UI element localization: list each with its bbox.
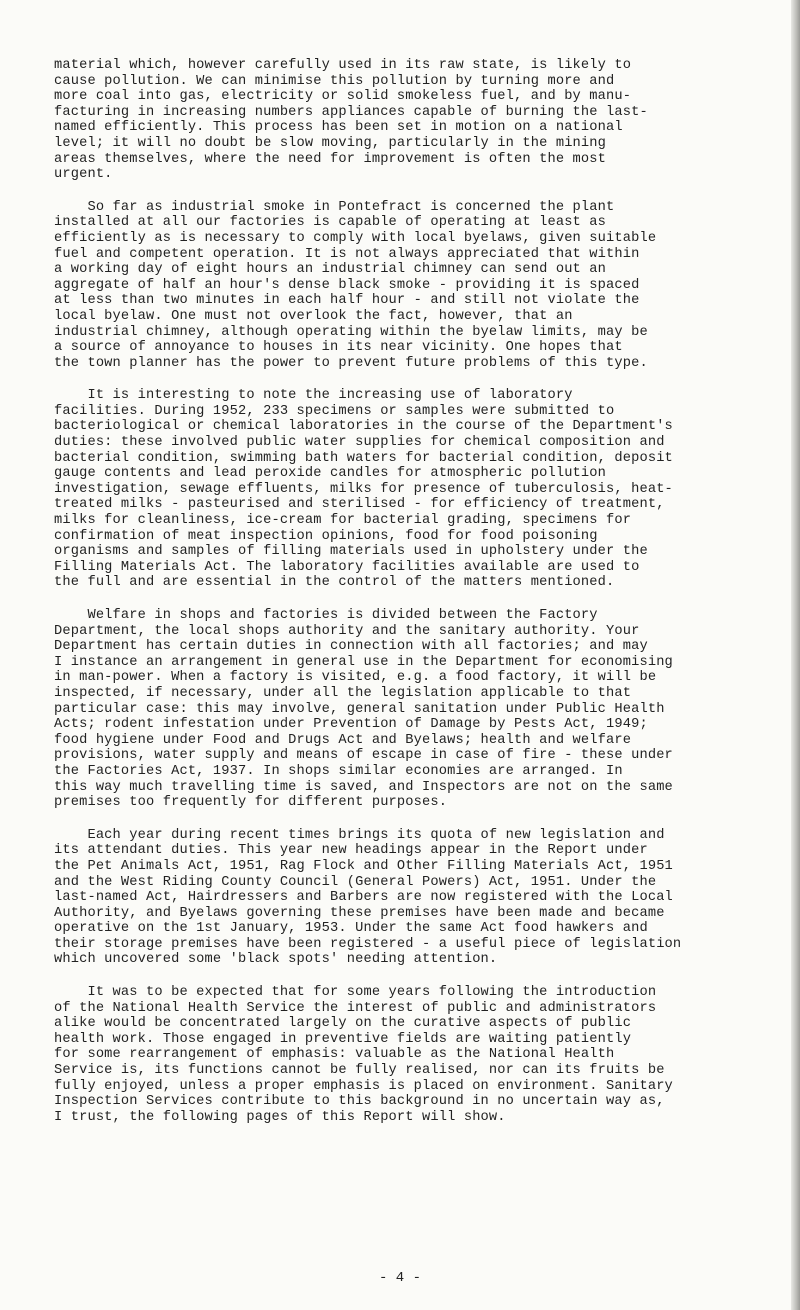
text-line: industrial chimney, although operating within the byelaw limits, may be bbox=[54, 324, 648, 340]
text-line: treated milks - pasteurised and sterilised - for efficiency of treatment, bbox=[54, 497, 665, 513]
text-line: fuel and competent operation. It is not always appreciated that within bbox=[54, 246, 640, 262]
paragraph bbox=[54, 58, 790, 183]
text-line: Authority, and Byelaws governing these premises have been made and became bbox=[54, 905, 665, 921]
text-line: for some rearrangement of emphasis: valuable as the National Health bbox=[54, 1047, 615, 1063]
paragraph bbox=[54, 985, 790, 1125]
text-line: aggregate of half an hour's dense black smoke - providing it is spaced bbox=[54, 277, 640, 293]
paragraph bbox=[54, 828, 790, 968]
text-line: It is interesting to note the increasing use of laboratory bbox=[54, 388, 573, 404]
text-line: a working day of eight hours an industrial chimney can send out an bbox=[54, 262, 607, 278]
text-line: So far as industrial smoke in Pontefract is concerned the plant bbox=[54, 199, 615, 215]
text-line: confirmation of meat inspection opinions, food for food poisoning bbox=[54, 528, 598, 544]
text-line: It was to be expected that for some years following the introduction bbox=[54, 985, 657, 1001]
text-line: more coal into gas, electricity or solid smokeless fuel, and by manu- bbox=[54, 89, 632, 105]
text-line: bacteriological or chemical laboratories in the course of the Department's bbox=[54, 419, 673, 435]
text-line: Acts; rodent infestation under Prevention of Damage by Pests Act, 1949; bbox=[54, 717, 648, 733]
text-line: Inspection Services contribute to this background in no uncertain way as, bbox=[54, 1094, 665, 1110]
text-line: their storage premises have been registered - a useful piece of legislation bbox=[54, 936, 682, 952]
text-line: the town planner has the power to prevent future problems of this type. bbox=[54, 355, 648, 371]
text-line: inspected, if necessary, under all the legislation applicable to that bbox=[54, 685, 632, 701]
text-line: the Pet Animals Act, 1951, Rag Flock and Other Filling Materials Act, 1951 bbox=[54, 858, 673, 874]
text-line: particular case: this may involve, general sanitation under Public Health bbox=[54, 701, 665, 717]
text-line: which uncovered some 'black spots' needing attention. bbox=[54, 952, 498, 968]
text-line: investigation, sewage effluents, milks for presence of tuberculosis, heat- bbox=[54, 481, 673, 497]
text-line: areas themselves, where the need for improvement is often the most bbox=[54, 151, 607, 167]
text-line: urgent. bbox=[54, 167, 113, 183]
text-line: and the West Riding County Council (General Powers) Act, 1951. Under the bbox=[54, 874, 657, 890]
text-line: at less than two minutes in each half hour - and still not violate the bbox=[54, 293, 640, 309]
paragraph bbox=[54, 200, 790, 372]
text-line: a source of annoyance to houses in its near vicinity. One hopes that bbox=[54, 340, 623, 356]
text-line: facturing in increasing numbers appliances capable of burning the last- bbox=[54, 104, 648, 120]
text-line: Service is, its functions cannot be fully realised, nor can its fruits be bbox=[54, 1063, 665, 1079]
text-line: material which, however carefully used in its raw state, is likely to bbox=[54, 58, 632, 73]
text-line: food hygiene under Food and Drugs Act and Byelaws; health and welfare bbox=[54, 732, 632, 748]
text-line: provisions, water supply and means of escape in case of fire - these under bbox=[54, 748, 673, 764]
text-line: of the National Health Service the interest of public and administrators bbox=[54, 1000, 657, 1016]
text-line: local byelaw. One must not overlook the fact, however, that an bbox=[54, 308, 573, 324]
paragraph bbox=[54, 608, 790, 811]
paragraph bbox=[54, 388, 790, 591]
text-line: Department has certain duties in connection with all factories; and may bbox=[54, 639, 648, 655]
text-line: efficiently as is necessary to comply with local byelaws, given suitable bbox=[54, 230, 657, 246]
text-line: named efficiently. This process has been set in motion on a national bbox=[54, 120, 623, 136]
report-body bbox=[54, 58, 790, 1142]
text-line: bacterial condition, swimming bath waters for bacterial condition, deposit bbox=[54, 450, 673, 466]
text-line: milks for cleanliness, ice-cream for bacterial grading, specimens for bbox=[54, 513, 632, 529]
text-line: in man-power. When a factory is visited, e.g. a food factory, it will be bbox=[54, 670, 657, 686]
text-line: installed at all our factories is capable of operating at least as bbox=[54, 215, 607, 231]
text-line: its attendant duties. This year new headings appear in the Report under bbox=[54, 843, 648, 859]
text-line: health work. Those engaged in preventive fields are waiting patiently bbox=[54, 1031, 632, 1047]
text-line: fully enjoyed, unless a proper emphasis is placed on environment. Sanitary bbox=[54, 1078, 673, 1094]
text-line: Department, the local shops authority and the sanitary authority. Your bbox=[54, 623, 640, 639]
text-line: the Factories Act, 1937. In shops similar economies are arranged. In bbox=[54, 763, 623, 779]
text-line: cause pollution. We can minimise this pollution by turning more and bbox=[54, 73, 615, 89]
text-line: Filling Materials Act. The laboratory facilities available are used to bbox=[54, 559, 640, 575]
text-line: the full and are essential in the control of the matters mentioned. bbox=[54, 575, 615, 591]
scanned-page-edge bbox=[791, 0, 800, 1310]
text-line: organisms and samples of filling materials used in upholstery under the bbox=[54, 544, 648, 560]
text-line: I instance an arrangement in general use in the Department for economising bbox=[54, 654, 673, 670]
text-line: duties: these involved public water supplies for chemical composition and bbox=[54, 435, 665, 451]
text-line: Each year during recent times brings its quota of new legislation and bbox=[54, 827, 665, 843]
text-line: this way much travelling time is saved, and Inspectors are not on the same bbox=[54, 779, 673, 795]
text-line: last-named Act, Hairdressers and Barbers are now registered with the Local bbox=[54, 890, 673, 906]
text-line: gauge contents and lead peroxide candles for atmospheric pollution bbox=[54, 466, 607, 482]
page-number: - 4 - bbox=[378, 1270, 421, 1286]
text-line: level; it will no doubt be slow moving, particularly in the mining bbox=[54, 135, 607, 151]
text-line: facilities. During 1952, 233 specimens or samples were submitted to bbox=[54, 403, 615, 419]
text-line: alike would be concentrated largely on the curative aspects of public bbox=[54, 1016, 632, 1032]
text-line: premises too frequently for different purposes. bbox=[54, 795, 448, 811]
text-line: operative on the 1st January, 1953. Under the same Act food hawkers and bbox=[54, 921, 648, 937]
text-line: Welfare in shops and factories is divided between the Factory bbox=[54, 608, 598, 623]
text-line: I trust, the following pages of this Report will show. bbox=[54, 1109, 506, 1125]
